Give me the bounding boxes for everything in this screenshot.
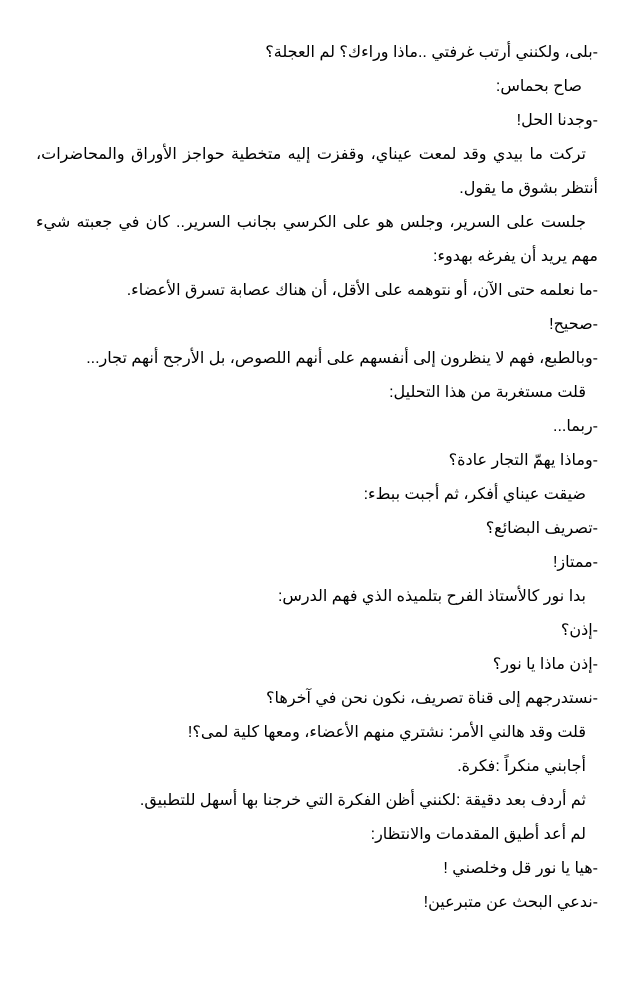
paragraph-23: -هيا يا نور قل وخلصني ! bbox=[443, 860, 598, 877]
paragraph-12: ضيقت عيناي أفكر، ثم أجبت ببطء: bbox=[363, 486, 586, 503]
paragraph-18: -نستدرجهم إلى قناة تصريف، نكون نحن في آخرها؟ bbox=[266, 690, 598, 707]
paragraph-13: -تصريف البضائع؟ bbox=[485, 520, 598, 537]
paragraph-9: قلت مستغربة من هذا التحليل: bbox=[389, 384, 586, 401]
paragraph-8: -وبالطبع، فهم لا ينظرون إلى أنفسهم على أنهم اللصوص، بل الأرجح أنهم تجار... bbox=[86, 350, 598, 367]
paragraph-10: -ربما... bbox=[553, 418, 598, 435]
paragraph-16: -إذن؟ bbox=[560, 622, 598, 639]
paragraph-15: بدا نور كالأستاذ الفرح بتلميذه الذي فهم الدرس: bbox=[277, 588, 586, 605]
paragraph-19: قلت وقد هالني الأمر: نشتري منهم الأعضاء، ومعها كلية لمى؟! bbox=[187, 724, 586, 741]
paragraph-24: -ندعي البحث عن متبرعين! bbox=[423, 894, 598, 911]
paragraph-20: أجابني منكراً :فكرة. bbox=[457, 758, 586, 775]
paragraph-22: لم أعد أطيق المقدمات والانتظار: bbox=[370, 826, 586, 843]
paragraph-21: ثم أردف بعد دقيقة :لكنني أظن الفكرة التي خرجنا بها أسهل للتطبيق. bbox=[139, 792, 586, 809]
paragraph-17: -إذن ماذا يا نور؟ bbox=[492, 656, 598, 673]
paragraph-2: صاح بحماس: bbox=[495, 78, 582, 95]
paragraph-3: -وجدنا الحل! bbox=[516, 112, 598, 129]
paragraph-1: -بلى، ولكنني أرتب غرفتي ..ماذا وراءك؟ لم العجلة؟ bbox=[265, 44, 598, 61]
paragraph-11: -وماذا يهمّ التجار عادة؟ bbox=[448, 452, 598, 469]
paragraph-7: -صحيح! bbox=[549, 316, 598, 333]
paragraph-14: -ممتاز! bbox=[552, 554, 598, 571]
paragraph-4: تركت ما بيدي وقد لمعت عيناي، وقفزت إليه متخطية حواجز الأوراق والمحاضرات، أنتظر بشوق ما يقول. bbox=[36, 146, 598, 197]
paragraph-6: -ما نعلمه حتى الآن، أو نتوهمه على الأقل، أن هناك عصابة تسرق الأعضاء. bbox=[126, 282, 598, 299]
paragraph-5: جلست على السرير، وجلس هو على الكرسي بجانب السرير.. كان في جعبته شيء مهم يريد أن يفرغه بهدوء: bbox=[36, 214, 598, 265]
document-body bbox=[36, 36, 598, 920]
